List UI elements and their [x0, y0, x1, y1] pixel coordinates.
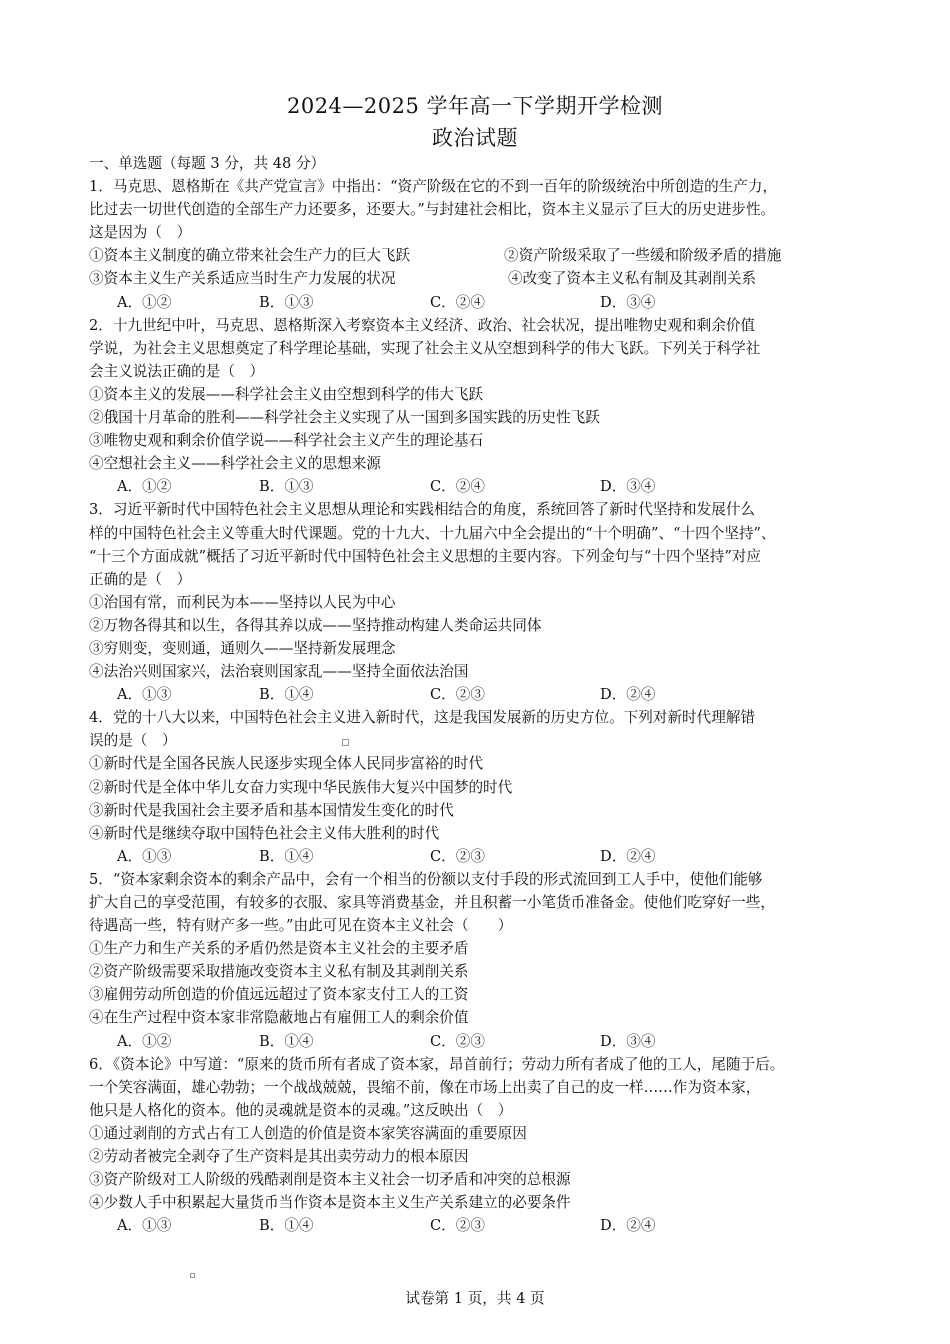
question-stem-line: 1．马克思、恩格斯在《共产党宣言》中指出：“资产阶级在它的不到一百年的阶级统治中所创造的生产力， — [89, 178, 778, 196]
option-a[interactable]: A．①③ — [117, 847, 172, 865]
statement-item: ①资本主义制度的确立带来社会生产力的巨大飞跃 — [89, 247, 411, 265]
statement-item: ②资产阶级采取了一些缓和阶级矛盾的措施 — [504, 247, 782, 265]
question-stem-line: 3．习近平新时代中国特色社会主义思想从理论和实践相结合的角度，系统回答了新时代坚持和发展什么 — [89, 501, 756, 519]
option-c[interactable]: C．②④ — [430, 293, 485, 311]
option-a[interactable]: A．①③ — [117, 1217, 172, 1235]
option-d[interactable]: D．②④ — [600, 1217, 656, 1235]
answer-options — [89, 475, 919, 498]
question-stem-line: 这是因为（ ） — [89, 224, 192, 242]
statement-item: ②劳动者被完全剥夺了生产资料是其出卖劳动力的根本原因 — [89, 1148, 469, 1166]
option-d[interactable]: D．③④ — [600, 478, 656, 496]
statement-item: ④新时代是继续夺取中国特色社会主义伟大胜利的时代 — [89, 824, 440, 842]
exam-subtitle: 政治试题 — [432, 126, 518, 150]
statement-item: ③新时代是我国社会主要矛盾和基本国情发生变化的时代 — [89, 801, 454, 819]
answer-options — [89, 1030, 919, 1053]
statement-item: ③资本主义生产关系适应当时生产力发展的状况 — [89, 270, 396, 288]
exam-title: 2024—2025 学年高一下学期开学检测 — [286, 94, 664, 118]
option-b[interactable]: B．①④ — [259, 1032, 314, 1050]
question-stem-line: 2．十九世纪中叶，马克思、恩格斯深入考察资本主义经济、政治、社会状况，提出唯物史观和剩余价值 — [89, 316, 756, 334]
statement-pair — [89, 244, 919, 267]
option-d[interactable]: D．③④ — [600, 293, 656, 311]
option-a[interactable]: A．①② — [117, 1032, 172, 1050]
option-b[interactable]: B．①③ — [259, 478, 314, 496]
question-stem-line: 扩大自己的享受范围，有较多的衣服、家具等消费基金，并且积蓄一小笔货币准备金。使他们吃穿好一些， — [89, 894, 775, 911]
statement-item: ②资产阶级需要采取措施改变资本主义私有制及其剥削关系 — [89, 963, 469, 981]
option-c[interactable]: C．②④ — [430, 478, 485, 496]
question-stem-line: 比过去一切世代创造的全部生产力还要多，还要大。”与封建社会相比，资本主义显示了巨大的历史进步性。 — [89, 201, 776, 219]
question-stem-line: 学说，为社会主义思想奠定了科学理论基础，实现了社会主义从空想到科学的伟大飞跃。下列关于科学社 — [89, 339, 761, 357]
statement-item: ④改变了资本主义私有制及其剥削关系 — [508, 270, 757, 288]
option-c[interactable]: C．②③ — [430, 847, 485, 865]
statement-item: ①生产力和生产关系的矛盾仍然是资本主义社会的主要矛盾 — [89, 940, 469, 958]
question-stem-line: 待遇高一些，特有财产多一些。”由此可见在资本主义社会（ ） — [89, 917, 513, 935]
statement-pair — [89, 267, 919, 290]
statement-item: ③穷则变，变则通，通则久——坚持新发展理念 — [89, 639, 396, 657]
answer-options — [89, 683, 919, 706]
question-3 — [89, 498, 919, 706]
question-stem-line: 误的是（ ） — [89, 732, 177, 750]
statement-item: ③资产阶级对工人阶级的残酷剥削是资本主义社会一切矛盾和冲突的总根源 — [89, 1171, 571, 1189]
statement-item: ④空想社会主义——科学社会主义的思想来源 — [89, 455, 381, 473]
statement-item: ④法治兴则国家兴，法治衰则国家乱——坚持全面依法治国 — [89, 663, 469, 681]
question-4 — [89, 706, 919, 868]
statement-item: ①治国有常，而利民为本——坚持以人民为中心 — [89, 593, 396, 611]
option-d[interactable]: D．③④ — [600, 1032, 656, 1050]
statement-item: ①资本主义的发展——科学社会主义由空想到科学的伟大飞跃 — [89, 385, 484, 403]
option-d[interactable]: D．②④ — [600, 686, 656, 704]
statement-item: ①新时代是全国各民族人民逐步实现全体人民同步富裕的时代 — [89, 755, 484, 773]
question-1 — [89, 175, 919, 314]
statement-item: ④在生产过程中资本家非常隐蔽地占有雇佣工人的剩余价值 — [89, 1009, 469, 1027]
option-b[interactable]: B．①③ — [259, 293, 314, 311]
exam-content — [89, 152, 919, 1237]
question-stem-line: 样的中国特色社会主义等重大时代课题。党的十九大、十九届六中全会提出的“十个明确”、“十四个坚持”、 — [89, 524, 776, 542]
question-stem-line: 会主义说法正确的是（ ） — [89, 362, 265, 380]
question-stem-line: 一个笑容满面，雄心勃勃；一个战战兢兢，畏缩不前，像在市场上出卖了自己的皮一样……作为资本家， — [89, 1078, 761, 1096]
option-a[interactable]: A．①③ — [117, 686, 172, 704]
option-c[interactable]: C．②③ — [430, 686, 485, 704]
answer-options — [89, 291, 919, 314]
page-footer: 试卷第 1 页，共 4 页 — [405, 1290, 545, 1307]
question-5 — [89, 868, 919, 1053]
question-stem-line: 6．《资本论》中写道：“原来的货币所有者成了资本家，昂首前行；劳动力所有者成了他的工人，尾随于后。 — [89, 1055, 785, 1073]
option-a[interactable]: A．①② — [117, 293, 172, 311]
option-c[interactable]: C．②③ — [430, 1032, 485, 1050]
statement-item: ②俄国十月革命的胜利——科学社会主义实现了从一国到多国实践的历史性飞跃 — [89, 409, 600, 427]
statement-item: ②万物各得其和以生，各得其养以成——坚持推动构建人类命运共同体 — [89, 616, 542, 634]
question-stem-line: 5．“资本家剩余资本的剩余产品中，会有一个相当的份额以支付手段的形式流回到工人手中，使他们能够 — [89, 870, 763, 888]
option-b[interactable]: B．①④ — [259, 686, 314, 704]
answer-options — [89, 845, 919, 868]
placeholder-box-icon — [190, 1273, 195, 1278]
option-a[interactable]: A．①② — [117, 478, 172, 496]
question-stem-line: 他只是人格化的资本。他的灵魂就是资本的灵魂。”这反映出（ ） — [89, 1101, 513, 1119]
question-2 — [89, 314, 919, 499]
statement-item: ③雇佣劳动所创造的价值远远超过了资本家支付工人的工资 — [89, 986, 469, 1004]
option-b[interactable]: B．①④ — [259, 847, 314, 865]
question-stem-line: 4．党的十八大以来，中国特色社会主义进入新时代，这是我国发展新的历史方位。下列对新时代理解错 — [89, 709, 756, 727]
option-b[interactable]: B．①④ — [259, 1217, 314, 1235]
question-6 — [89, 1053, 919, 1238]
option-c[interactable]: C．②③ — [430, 1217, 485, 1235]
answer-options — [89, 1214, 919, 1237]
option-d[interactable]: D．②④ — [600, 847, 656, 865]
placeholder-box-icon — [342, 739, 349, 746]
statement-item: ③唯物史观和剩余价值学说——科学社会主义产生的理论基石 — [89, 432, 484, 450]
section-heading: 一、单选题（每题 3 分，共 48 分） — [89, 155, 326, 172]
statement-item: ④少数人手中积累起大量货币当作资本是资本主义生产关系建立的必要条件 — [89, 1194, 571, 1212]
question-stem-line: 正确的是（ ） — [89, 570, 192, 588]
statement-item: ②新时代是全体中华儿女奋力实现中华民族伟大复兴中国梦的时代 — [89, 778, 513, 796]
question-stem-line: “十三个方面成就”概括了习近平新时代中国特色社会主义思想的主要内容。下列金句与“十四个坚持”对应 — [89, 547, 761, 565]
statement-item: ①通过剥削的方式占有工人创造的价值是资本家笑容满面的重要原因 — [89, 1124, 527, 1142]
